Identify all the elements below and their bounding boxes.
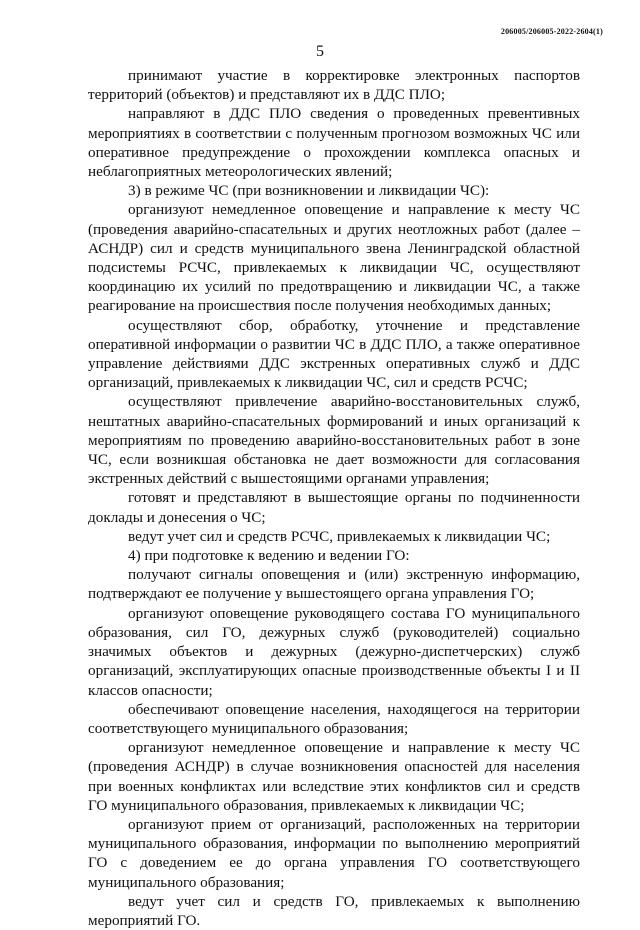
- paragraph: организуют немедленное оповещение и направление к месту ЧС (проведения аварийно-спасательных и других неотложных работ (далее – АСНДР) сил и средств муниципального звена Ленинградской областной подсистемы РСЧС, привлекаемых к ликвидации ЧС, осуществляют координацию их усилий по предотвращению и ликвидации ЧС, а также реагирование на происшествия после получения необходимых данных;: [88, 201, 580, 315]
- paragraph: обеспечивают оповещение населения, находящегося на территории соответствующего муниципального образования;: [88, 700, 580, 737]
- paragraph: принимают участие в корректировке электронных паспортов территорий (объектов) и представляют их в ДДС ПЛО;: [88, 67, 580, 104]
- paragraph: ведут учет сил и средств РСЧС, привлекаемых к ликвидации ЧС;: [128, 527, 551, 545]
- document-body: [88, 66, 580, 930]
- paragraph: готовят и представляют в вышестоящие органы по подчиненности доклады и донесения о ЧС;: [88, 489, 580, 526]
- paragraph: 4) при подготовке к ведению и ведении ГО:: [128, 547, 410, 565]
- page-number: 5: [316, 43, 324, 60]
- paragraph: организуют немедленное оповещение и направление к месту ЧС (проведения АСНДР) в случае возникновения опасностей для населения при военных конфликтах или вследствие этих конфликтов сил и средств ГО муниципального образования, привлекаемых к ликвидации ЧС;: [88, 739, 580, 814]
- paragraph: осуществляют привлечение аварийно-восстановительных служб, нештатных аварийно-спасательных формирований и иных организаций к мероприятиям по проведению аварийно-восстановительных работ в зоне ЧС, если возникшая обстановка не дает возможности для согласования экстренных действий с вышестоящими органами управления;: [88, 393, 580, 488]
- paragraph: организуют оповещение руководящего состава ГО муниципального образования, сил ГО, дежурных служб (руководителей) социально значимых объектов и дежурных (дежурно-диспетчерских) служб организаций, эксплуатирующих опасные производственные объекты I и II классов опасности;: [88, 604, 580, 699]
- paragraph: ведут учет сил и средств ГО, привлекаемых к выполнению мероприятий ГО.: [88, 892, 580, 929]
- paragraph: осуществляют сбор, обработку, уточнение и представление оперативной информации о развитии ЧС в ДДС ПЛО, а также оперативное управление действиями ДДС экстренных оперативных служб и ДДС организаций, привлекаемых к ликвидации ЧС, сил и средств РСЧС;: [88, 316, 580, 392]
- document-id: 206005/206005-2022-2604(1): [500, 27, 603, 36]
- paragraph: направляют в ДДС ПЛО сведения о проведенных превентивных мероприятиях в соответствии с полученным прогнозом возможных ЧС или оперативное предупреждение о прохождении комплекса опасных и неблагоприятных метеорологических явлений;: [88, 105, 580, 181]
- paragraph: организуют прием от организаций, расположенных на территории муниципального образования, информации по выполнению мероприятий ГО с доведением ее до органа управления ГО соответствующего муниципального образования;: [88, 815, 580, 891]
- paragraph: 3) в режиме ЧС (при возникновении и ликвидации ЧС):: [128, 182, 490, 200]
- paragraph: получают сигналы оповещения и (или) экстренную информацию, подтверждают ее получение у вышестоящего органа управления ГО;: [88, 566, 580, 603]
